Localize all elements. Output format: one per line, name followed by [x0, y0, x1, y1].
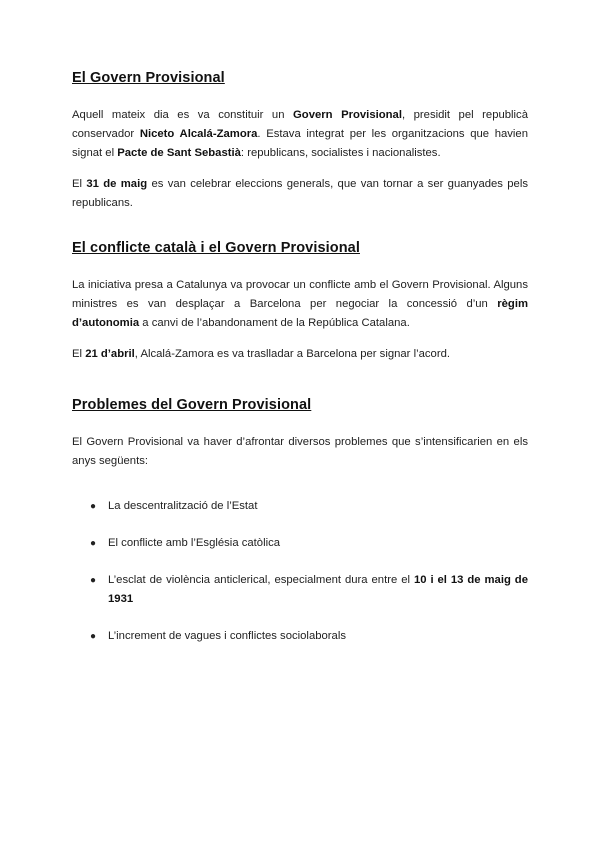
- text: La descentralització de l’Estat: [108, 500, 258, 512]
- bold-text: 31 de maig: [86, 178, 148, 190]
- text: L’increment de vagues i conflictes sociolaborals: [108, 630, 346, 642]
- bold-text: Pacte de Sant Sebastià: [117, 147, 241, 159]
- list-item: [72, 627, 528, 646]
- section-heading: El Govern Provisional: [72, 70, 225, 86]
- text: : republicans, socialistes i nacionalistes.: [240, 147, 441, 159]
- bold-text: 21 d’abril: [85, 348, 135, 360]
- list-item: [72, 534, 528, 553]
- bold-text: Govern Provisional: [293, 109, 402, 121]
- bullet-icon: ●: [90, 575, 97, 586]
- section-conflicte-catala: [72, 240, 528, 397]
- list-item: [72, 571, 528, 609]
- section-problemes: [72, 397, 528, 646]
- text: El Govern Provisional va haver d’afrontar diversos problemes que s’intensificarien en els anys següents:: [72, 436, 528, 467]
- text: Aquell mateix dia es va constituir un: [72, 109, 293, 121]
- text: . Estava integrat per les organitzacions que havien signat el: [72, 128, 528, 159]
- text: La iniciativa presa a Catalunya va provocar un conflicte amb el Govern Provisional. Alguns ministres es van desplaçar a Barcelona per negociar la concessió d’un: [72, 279, 528, 310]
- text: El: [72, 348, 86, 360]
- text: a canvi de l’abandonament de la República Catalana.: [139, 317, 410, 329]
- section-govern-provisional: [72, 70, 528, 240]
- paragraph: [72, 433, 528, 471]
- text: El: [72, 178, 87, 190]
- section-heading: Problemes del Govern Provisional: [72, 397, 312, 413]
- bullet-icon: ●: [90, 538, 97, 549]
- text: es van celebrar eleccions generals, que van tornar a ser guanyades pels republicans.: [72, 178, 528, 209]
- document-content: [72, 70, 528, 674]
- list-item: [72, 497, 528, 516]
- text: L’esclat de violència anticlerical, especialment dura entre el: [108, 574, 414, 586]
- bold-text: Niceto Alcalá-Zamora: [139, 128, 258, 140]
- problems-list: [72, 497, 528, 646]
- bold-text: 10 i el 13 de maig de 1931: [108, 574, 528, 605]
- text: , presidit pel republicà conservador: [72, 109, 528, 140]
- paragraph: [72, 276, 528, 333]
- bold-text: règim d’autonomia: [72, 298, 528, 329]
- paragraph: [72, 106, 528, 163]
- paragraph: [72, 175, 528, 213]
- text: El conflicte amb l’Església catòlica: [108, 537, 281, 549]
- bullet-icon: ●: [90, 631, 97, 642]
- text: , Alcalá-Zamora es va traslladar a Barcelona per signar l’acord.: [134, 348, 451, 360]
- bullet-icon: ●: [90, 501, 97, 512]
- paragraph: [72, 345, 528, 364]
- section-heading: El conflicte català i el Govern Provisional: [72, 240, 360, 256]
